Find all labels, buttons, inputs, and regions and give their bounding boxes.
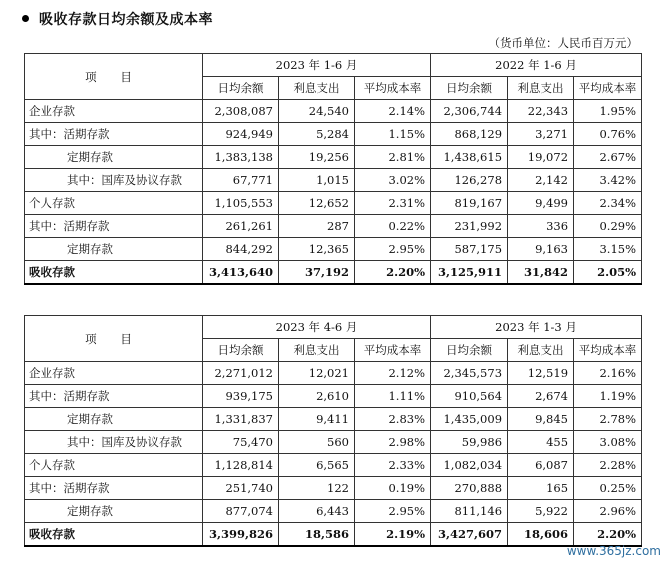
- table-row: [25, 169, 642, 192]
- cell: 9,499: [508, 192, 574, 215]
- row-label: 其中：活期存款: [25, 123, 203, 146]
- cell: 1.19%: [574, 385, 642, 408]
- cell: 811,146: [431, 500, 508, 523]
- cell: 1,128,814: [203, 454, 279, 477]
- cell: 12,021: [279, 362, 355, 385]
- col-avg-balance: 日均余额: [431, 339, 508, 362]
- cell: 3,413,640: [203, 261, 279, 285]
- cell: 19,072: [508, 146, 574, 169]
- cell: 2.67%: [574, 146, 642, 169]
- cell: 2,345,573: [431, 362, 508, 385]
- cell: 2,610: [279, 385, 355, 408]
- cell: 3,125,911: [431, 261, 508, 285]
- cell: 2.98%: [355, 431, 431, 454]
- cell: 924,949: [203, 123, 279, 146]
- row-label: 定期存款: [25, 408, 203, 431]
- table-row: [25, 123, 642, 146]
- table-row: [25, 477, 642, 500]
- cell: 122: [279, 477, 355, 500]
- cell: 12,365: [279, 238, 355, 261]
- cell: 59,986: [431, 431, 508, 454]
- cell: 67,771: [203, 169, 279, 192]
- col-avg-balance: 日均余额: [203, 77, 279, 100]
- table-row: [25, 454, 642, 477]
- col-avg-balance: 日均余额: [203, 339, 279, 362]
- cell: 22,343: [508, 100, 574, 123]
- cell: 2.05%: [574, 261, 642, 285]
- cell: 1,383,138: [203, 146, 279, 169]
- period-right-header: 2022 年 1-6 月: [431, 54, 642, 77]
- site-watermark: www.365jz.com: [566, 544, 661, 558]
- cell: 587,175: [431, 238, 508, 261]
- cell: 844,292: [203, 238, 279, 261]
- period-left-header: 2023 年 1-6 月: [203, 54, 431, 77]
- period-header-row: [25, 316, 642, 339]
- cell: 37,192: [279, 261, 355, 285]
- cell: 2.12%: [355, 362, 431, 385]
- col-avg-cost-rate: 平均成本率: [574, 77, 642, 100]
- table-row: [25, 192, 642, 215]
- col-interest-expense: 利息支出: [508, 339, 574, 362]
- cell: 18,586: [279, 523, 355, 547]
- total-row: [25, 261, 642, 285]
- cell: 2.96%: [574, 500, 642, 523]
- row-label: 其中：国库及协议存款: [25, 169, 203, 192]
- table-row: [25, 146, 642, 169]
- cell: 5,922: [508, 500, 574, 523]
- total-row: [25, 523, 642, 547]
- cell: 287: [279, 215, 355, 238]
- row-label: 其中：活期存款: [25, 215, 203, 238]
- cell: 1.11%: [355, 385, 431, 408]
- cell: 231,992: [431, 215, 508, 238]
- cell: 2.14%: [355, 100, 431, 123]
- col-avg-cost-rate: 平均成本率: [355, 77, 431, 100]
- table-row: [25, 362, 642, 385]
- cell: 2.20%: [574, 523, 642, 547]
- cell: 6,443: [279, 500, 355, 523]
- cell: 868,129: [431, 123, 508, 146]
- cell: 560: [279, 431, 355, 454]
- cell: 0.76%: [574, 123, 642, 146]
- cell: 2.20%: [355, 261, 431, 285]
- cell: 75,470: [203, 431, 279, 454]
- cell: 9,411: [279, 408, 355, 431]
- col-avg-balance: 日均余额: [431, 77, 508, 100]
- cell: 1,105,553: [203, 192, 279, 215]
- col-interest-expense: 利息支出: [279, 339, 355, 362]
- table-row: [25, 100, 642, 123]
- cell: 1,435,009: [431, 408, 508, 431]
- cell: 1,015: [279, 169, 355, 192]
- period-header-row: [25, 54, 642, 77]
- cell: 1,082,034: [431, 454, 508, 477]
- row-label: 企业存款: [25, 362, 203, 385]
- cell: 3.42%: [574, 169, 642, 192]
- row-label: 个人存款: [25, 454, 203, 477]
- period-right-header: 2023 年 1-3 月: [431, 316, 642, 339]
- table-row: [25, 408, 642, 431]
- period-left-header: 2023 年 4-6 月: [203, 316, 431, 339]
- cell: 1.95%: [574, 100, 642, 123]
- cell: 9,163: [508, 238, 574, 261]
- deposits-table-quarters: [24, 315, 642, 547]
- table-row: [25, 238, 642, 261]
- cell: 24,540: [279, 100, 355, 123]
- cell: 2.81%: [355, 146, 431, 169]
- cell: 1.15%: [355, 123, 431, 146]
- cell: 1,331,837: [203, 408, 279, 431]
- cell: 336: [508, 215, 574, 238]
- cell: 0.25%: [574, 477, 642, 500]
- cell: 2.78%: [574, 408, 642, 431]
- row-label: 其中：活期存款: [25, 477, 203, 500]
- cell: 126,278: [431, 169, 508, 192]
- row-label: 定期存款: [25, 146, 203, 169]
- cell: 12,652: [279, 192, 355, 215]
- cell: 6,565: [279, 454, 355, 477]
- cell: 18,606: [508, 523, 574, 547]
- row-label: 个人存款: [25, 192, 203, 215]
- cell: 2.19%: [355, 523, 431, 547]
- row-label: 吸收存款: [25, 261, 203, 285]
- item-column-header: 项 目: [25, 54, 203, 100]
- cell: 2,306,744: [431, 100, 508, 123]
- cell: 2,271,012: [203, 362, 279, 385]
- cell: 1,438,615: [431, 146, 508, 169]
- cell: 3,427,607: [431, 523, 508, 547]
- table-row: [25, 215, 642, 238]
- cell: 19,256: [279, 146, 355, 169]
- bullet-icon: [22, 15, 29, 22]
- row-label: 定期存款: [25, 238, 203, 261]
- currency-unit-note: （货币单位：人民币百万元）: [488, 36, 638, 50]
- cell: 877,074: [203, 500, 279, 523]
- cell: 910,564: [431, 385, 508, 408]
- cell: 3,271: [508, 123, 574, 146]
- row-label: 其中：国库及协议存款: [25, 431, 203, 454]
- cell: 455: [508, 431, 574, 454]
- cell: 6,087: [508, 454, 574, 477]
- row-label: 企业存款: [25, 100, 203, 123]
- deposits-table-h1: [24, 53, 642, 285]
- cell: 2,142: [508, 169, 574, 192]
- cell: 2.83%: [355, 408, 431, 431]
- cell: 939,175: [203, 385, 279, 408]
- cell: 261,261: [203, 215, 279, 238]
- table-row: [25, 431, 642, 454]
- cell: 270,888: [431, 477, 508, 500]
- cell: 2.95%: [355, 500, 431, 523]
- cell: 3.02%: [355, 169, 431, 192]
- cell: 31,842: [508, 261, 574, 285]
- col-avg-cost-rate: 平均成本率: [574, 339, 642, 362]
- cell: 2.33%: [355, 454, 431, 477]
- cell: 9,845: [508, 408, 574, 431]
- cell: 3.08%: [574, 431, 642, 454]
- cell: 0.19%: [355, 477, 431, 500]
- cell: 2.34%: [574, 192, 642, 215]
- col-avg-cost-rate: 平均成本率: [355, 339, 431, 362]
- col-interest-expense: 利息支出: [279, 77, 355, 100]
- cell: 0.22%: [355, 215, 431, 238]
- cell: 2.95%: [355, 238, 431, 261]
- table-row: [25, 385, 642, 408]
- row-label: 其中：活期存款: [25, 385, 203, 408]
- cell: 2,308,087: [203, 100, 279, 123]
- table-row: [25, 500, 642, 523]
- cell: 251,740: [203, 477, 279, 500]
- cell: 165: [508, 477, 574, 500]
- cell: 2,674: [508, 385, 574, 408]
- cell: 2.28%: [574, 454, 642, 477]
- section-title: 吸收存款日均余额及成本率: [39, 12, 213, 28]
- cell: 819,167: [431, 192, 508, 215]
- cell: 3.15%: [574, 238, 642, 261]
- row-label: 吸收存款: [25, 523, 203, 547]
- cell: 2.31%: [355, 192, 431, 215]
- row-label: 定期存款: [25, 500, 203, 523]
- section-heading: [22, 9, 213, 29]
- cell: 12,519: [508, 362, 574, 385]
- cell: 2.16%: [574, 362, 642, 385]
- item-column-header: 项 目: [25, 316, 203, 362]
- cell: 0.29%: [574, 215, 642, 238]
- cell: 3,399,826: [203, 523, 279, 547]
- col-interest-expense: 利息支出: [508, 77, 574, 100]
- cell: 5,284: [279, 123, 355, 146]
